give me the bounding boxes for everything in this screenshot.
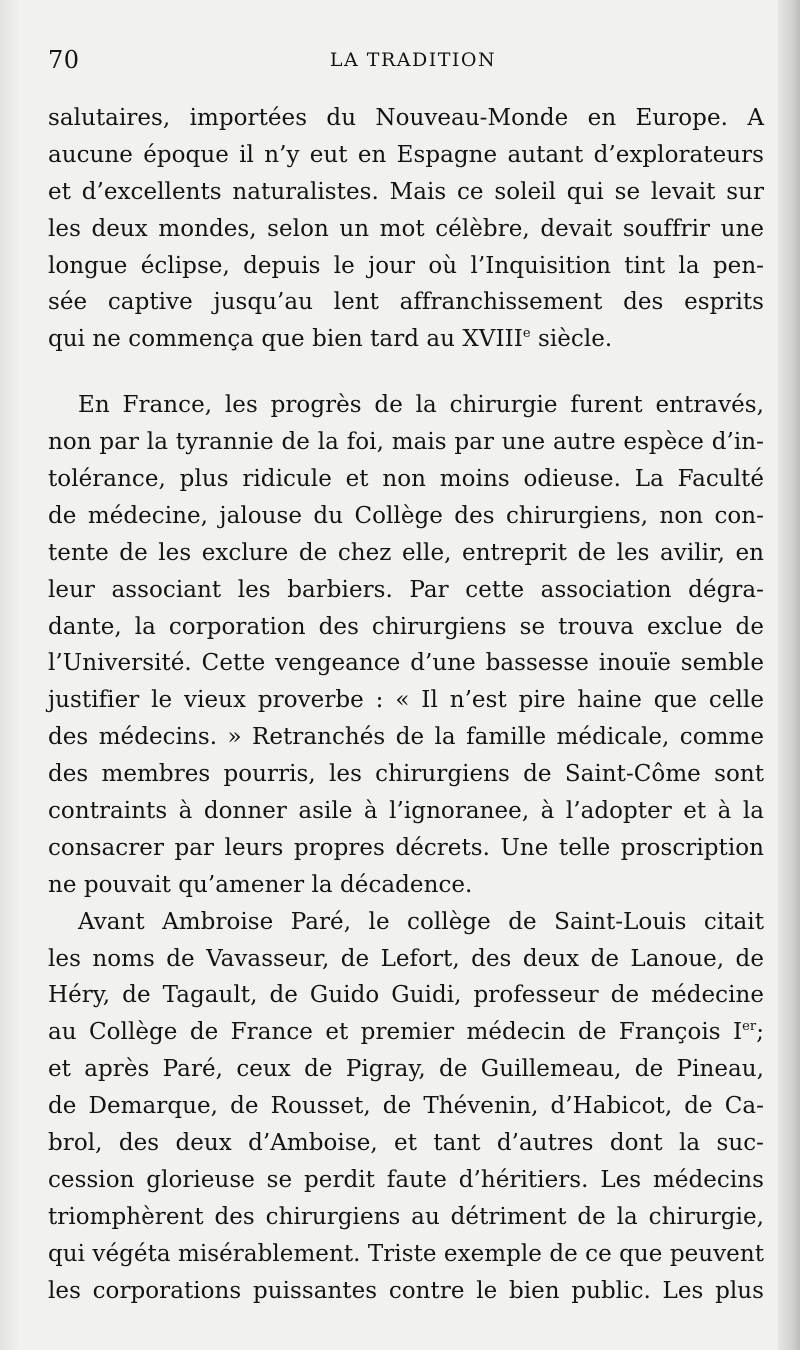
text-line: Avant Ambroise Paré, le collège de Saint-Louis citait (78, 908, 764, 935)
paragraph (48, 100, 764, 358)
text-line: cession glorieuse se perdit faute d’héritiers. Les médecins (48, 1166, 764, 1193)
paragraph-gap (48, 358, 764, 387)
text-line: Héry, de Tagault, de Guido Guidi, professeur de médecine (48, 982, 764, 1009)
text-line: ne pouvait qu’amener la décadence. (48, 871, 473, 898)
text-line: et d’excellents naturalistes. Mais ce soleil qui se levait sur (48, 178, 764, 205)
text-line: les noms de Vavasseur, de Lefort, des deux de Lanoue, de (48, 945, 764, 972)
text-line: non par la tyrannie de la foi, mais par une autre espèce d’in- (48, 429, 764, 456)
running-header (48, 44, 748, 76)
text-line: tolérance, plus ridicule et non moins odieuse. La Faculté (48, 466, 764, 493)
text-line: de médecine, jalouse du Collège des chirurgiens, non con- (48, 502, 764, 529)
text-fragment: qui ne commença que bien tard au XVIII (48, 326, 523, 353)
page-number: 70 (48, 46, 80, 74)
paragraph (48, 904, 764, 1310)
text-line: contraints à donner asile à l’ignoranee, à l’adopter et à la (48, 798, 764, 825)
text-line: sée captive jusqu’au lent affranchissement des esprits (48, 289, 764, 316)
page-edge-shadow (778, 0, 800, 1350)
page-gutter-shadow (0, 0, 20, 1350)
text-line: En France, les progrès de la chirurgie furent entravés, (78, 392, 764, 419)
superscript: e (522, 326, 531, 342)
running-title: LA TRADITION (329, 49, 497, 71)
text-line: des médecins. » Retranchés de la famille médicale, comme (48, 724, 764, 751)
text-line: dante, la corporation des chirurgiens se trouva exclue de (48, 613, 764, 640)
text-line: salutaires, importées du Nouveau-Monde en Europe. A (48, 105, 764, 131)
paragraph (48, 387, 764, 903)
text-line: tente de les exclure de chez elle, entreprit de les avilir, en (48, 539, 764, 566)
text-line: longue éclipse, depuis le jour où l’Inquisition tint la pen- (48, 252, 764, 279)
text-fragment: ; (756, 1019, 764, 1046)
text-line: brol, des deux d’Amboise, et tant d’autres dont la suc- (48, 1130, 764, 1157)
body-text (48, 100, 764, 1310)
text-line: des membres pourris, les chirurgiens de Saint-Côme sont (48, 761, 764, 788)
text-line: leur associant les barbiers. Par cette association dégra- (48, 576, 764, 603)
text-line: les corporations puissantes contre le bien public. Les plus (48, 1277, 764, 1304)
text-line: les deux mondes, selon un mot célèbre, devait souffrir une (48, 215, 764, 242)
text-line: triomphèrent des chirurgiens au détriment de la chirurgie, (48, 1203, 764, 1230)
text-line (48, 321, 764, 358)
text-fragment: au Collège de France et premier médecin de François I (48, 1019, 743, 1046)
text-line: qui végéta misérablement. Triste exemple de ce que peuvent (48, 1240, 764, 1267)
text-line (48, 1014, 764, 1051)
superscript: er (742, 1019, 757, 1035)
text-line: et après Paré, ceux de Pigray, de Guillemeau, de Pineau, (48, 1056, 764, 1083)
text-line: de Demarque, de Rousset, de Thévenin, d’Habicot, de Ca- (48, 1093, 764, 1120)
text-fragment: siècle. (530, 326, 613, 353)
text-line: justifier le vieux proverbe : « Il n’est pire haine que celle (48, 687, 764, 714)
text-line: consacrer par leurs propres décrets. Une telle proscription (48, 834, 764, 861)
text-line: aucune époque il n’y eut en Espagne autant d’explorateurs (48, 141, 764, 168)
text-line: l’Université. Cette vengeance d’une bassesse inouïe semble (48, 650, 764, 677)
